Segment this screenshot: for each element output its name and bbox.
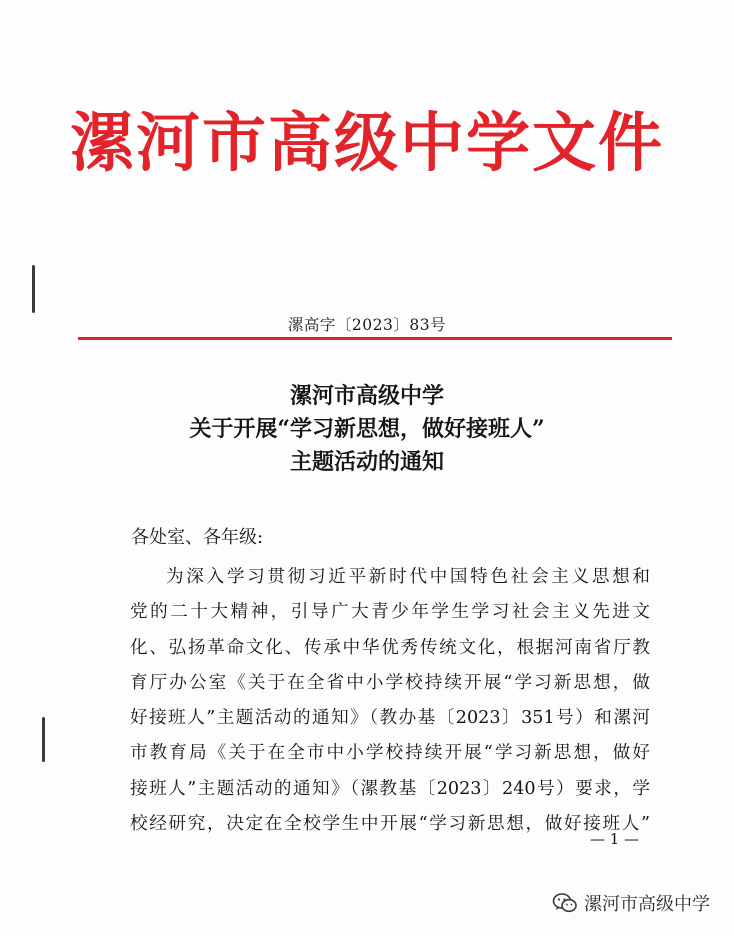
- title-line: 主题活动的通知: [289, 449, 444, 475]
- notice-title: [0, 380, 734, 479]
- wechat-icon: [552, 892, 578, 914]
- title-line: 关于开展“学习新思想，做好接班人”: [189, 416, 545, 442]
- wechat-watermark: [552, 888, 710, 918]
- binder-hole-mark: [32, 265, 35, 313]
- title-line: 漯河市高级中学: [289, 383, 444, 409]
- document-number: 漯高字〔2023〕83号: [287, 316, 447, 334]
- body-line: 校经研究，决定在全校学生中开展“学习新思想，做好接班人”: [130, 814, 650, 835]
- body-line: 为深入学习贯彻习近平新时代中国特色社会主义思想和: [166, 567, 650, 587]
- body-line: 化、弘扬革命文化、传承中华优秀传统文化，根据河南省厅教: [130, 637, 650, 658]
- binder-hole-mark: [42, 717, 45, 762]
- body-line: 市教育局《关于在全市中小学校持续开展“学习新思想，做好: [130, 743, 650, 764]
- body-line: 育厅办公室《关于在全省中小学校持续开展“学习新思想，做: [130, 672, 650, 693]
- salutation: 各处室、各年级:: [131, 527, 264, 548]
- body-paragraph: [130, 560, 650, 842]
- body-line: 党的二十大精神，引导广大青少年学生学习社会主义先进文: [130, 602, 650, 623]
- body-line: 接班人”主题活动的通知》（漯教基〔2023〕240号）要求，学: [130, 778, 650, 799]
- body-line: 好接班人”主题活动的通知》（教办基〔2023〕351号）和漯河: [130, 708, 650, 729]
- masthead-title: 漯河市高级中学文件: [70, 107, 664, 181]
- watermark-text: 漯河市高级中学: [584, 894, 710, 915]
- red-divider-rule: [78, 337, 672, 340]
- page-number: — 1 —: [590, 830, 640, 848]
